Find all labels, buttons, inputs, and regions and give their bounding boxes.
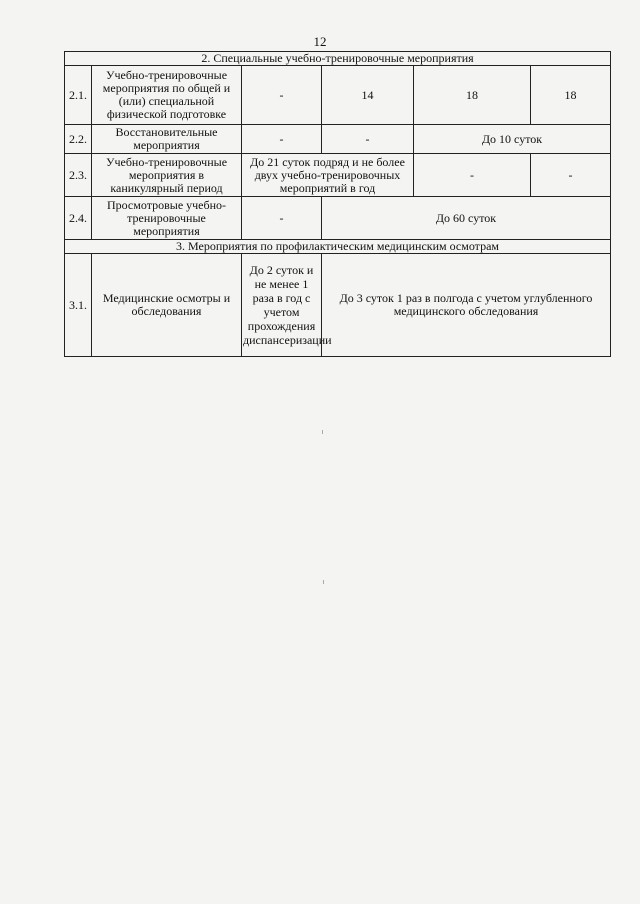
- cell-value: До 21 суток подряд и не более двух учебно-тренировочных мероприятий в год: [242, 154, 414, 197]
- table-row: [65, 197, 611, 240]
- cell-value: До 3 суток 1 раз в полгода с учетом углубленного медицинского обследования: [322, 254, 611, 357]
- cell-value: До 60 суток: [322, 197, 611, 240]
- cell-value: 18: [414, 66, 531, 125]
- row-name: Учебно-тренировочные мероприятия в каникулярный период: [92, 154, 242, 197]
- table-row: [65, 254, 611, 357]
- cell-value: -: [242, 66, 322, 125]
- row-number: 3.1.: [65, 254, 92, 357]
- cell-value: -: [414, 154, 531, 197]
- row-number: 2.2.: [65, 125, 92, 154]
- cell-value: 14: [322, 66, 414, 125]
- section-3-header-row: [65, 240, 611, 254]
- table-row: [65, 66, 611, 125]
- cell-value: -: [322, 125, 414, 154]
- cell-value: -: [531, 154, 611, 197]
- table-row: [65, 154, 611, 197]
- cell-value: -: [242, 197, 322, 240]
- row-name: Медицинские осмотры и обследования: [92, 254, 242, 357]
- cell-value: До 2 суток и не менее 1 раза в год с учетом прохождения диспансеризации: [242, 254, 322, 357]
- events-table: [64, 51, 611, 357]
- section-3-title: 3. Мероприятия по профилактическим медицинским осмотрам: [65, 240, 611, 254]
- scan-speck: [322, 430, 323, 434]
- cell-value: -: [242, 125, 322, 154]
- row-name: Восстановительные мероприятия: [92, 125, 242, 154]
- table-row: [65, 125, 611, 154]
- scan-speck: [323, 580, 324, 584]
- section-2-header-row: [65, 52, 611, 66]
- row-name: Учебно-тренировочные мероприятия по общей и (или) специальной физической подготовке: [92, 66, 242, 125]
- cell-value: До 10 суток: [414, 125, 611, 154]
- row-name: Просмотровые учебно-тренировочные мероприятия: [92, 197, 242, 240]
- row-number: 2.3.: [65, 154, 92, 197]
- cell-value: 18: [531, 66, 611, 125]
- page-number: 12: [313, 34, 327, 49]
- section-2-title: 2. Специальные учебно-тренировочные мероприятия: [65, 52, 611, 66]
- row-number: 2.1.: [65, 66, 92, 125]
- row-number: 2.4.: [65, 197, 92, 240]
